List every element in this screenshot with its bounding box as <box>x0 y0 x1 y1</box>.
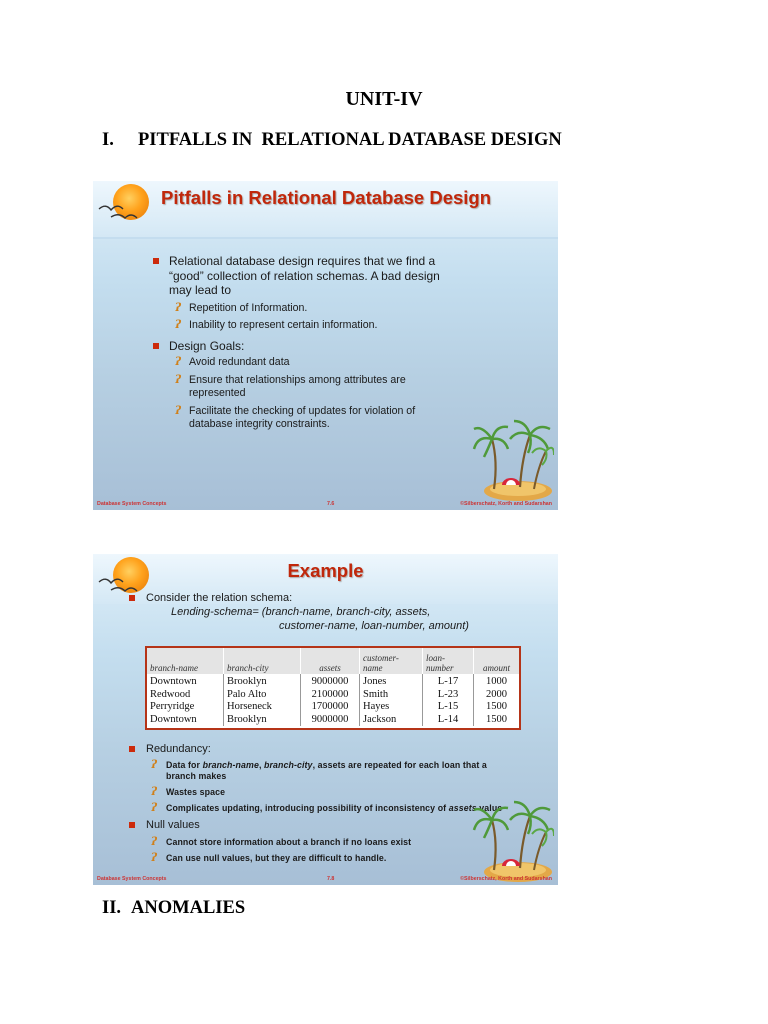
slide-title: Example <box>287 560 364 581</box>
table-cell: Brooklyn <box>224 674 301 689</box>
column-header: branch-city <box>224 648 301 674</box>
table-row <box>147 674 519 689</box>
sub-bullet: Repetition of Information. <box>189 302 308 314</box>
swirl-bullet-icon: ʔ <box>151 801 158 814</box>
swirl-bullet-icon: ʔ <box>175 301 182 314</box>
sub-bullet: Ensure that relationships among attributes are <box>189 374 406 386</box>
table-cell: Palo Alto <box>224 689 301 702</box>
table-row <box>147 689 519 702</box>
table-cell: 2000 <box>474 689 520 702</box>
swirl-bullet-icon: ʔ <box>151 758 158 771</box>
section-title: ANOMALIES <box>131 898 246 918</box>
table-cell: Hayes <box>360 701 423 714</box>
table-cell: 9000000 <box>301 714 360 727</box>
bullet-line: Relational database design requires that we find a <box>169 254 436 268</box>
sub-bullet-cont: branch makes <box>166 771 227 781</box>
section-heading-anomalies <box>102 898 245 919</box>
swirl-bullet-icon: ʔ <box>151 851 158 864</box>
sub-bullet: Can use null values, but they are difficult to handle. <box>166 853 387 863</box>
table-cell: L-14 <box>423 714 474 727</box>
table-header-row <box>147 648 519 674</box>
swirl-bullet-icon: ʔ <box>175 355 182 368</box>
section-number: I. <box>102 130 114 150</box>
table-cell: Redwood <box>150 688 191 700</box>
section-number: II. <box>102 898 122 918</box>
table-cell: Jackson <box>360 714 423 727</box>
sub-bullet-cont: represented <box>189 387 246 399</box>
table-cell: Jones <box>360 674 423 689</box>
column-header: branch-name <box>147 648 224 674</box>
bullet-square-icon <box>129 595 135 601</box>
swirl-bullet-icon: ʔ <box>151 785 158 798</box>
bullet-line: Null values <box>146 819 200 831</box>
section-heading-pitfalls <box>102 130 562 151</box>
table-cell: L-15 <box>423 701 474 714</box>
sub-bullet: Inability to represent certain information. <box>189 319 378 331</box>
table-cell: 9000000 <box>301 674 360 689</box>
table-cell: 1500 <box>474 714 520 727</box>
table-cell: 2100000 <box>301 689 360 702</box>
schema-line: Lending-schema= (branch-name, branch-city, assets, <box>171 606 431 618</box>
column-header: amount <box>474 648 520 674</box>
bullet-line: may lead to <box>169 283 232 297</box>
bullet-square-icon <box>153 343 159 349</box>
table-cell: Perryridge <box>150 701 195 712</box>
palm-island-icon <box>472 800 554 884</box>
slide-footer-right: ©Silberschatz, Korth and Sudarshan <box>460 876 552 882</box>
bullet-line: Consider the relation schema: <box>146 592 293 604</box>
swirl-bullet-icon: ʔ <box>175 404 182 417</box>
sub-bullet: Data for branch-name, branch-city, assets are repeated for each loan that a <box>166 760 487 770</box>
sub-bullet: Wastes space <box>166 787 226 797</box>
sub-bullet: Cannot store information about a branch if no loans exist <box>166 837 412 847</box>
bullet-square-icon <box>129 822 135 828</box>
column-header: loan- number <box>423 648 474 674</box>
swirl-bullet-icon: ʔ <box>175 318 182 331</box>
slide-footer-left: Database System Concepts <box>97 501 167 507</box>
column-header: customer- name <box>360 648 423 674</box>
title-divider <box>93 237 558 239</box>
schema-line: customer-name, loan-number, amount) <box>279 620 469 632</box>
table-cell: 1000 <box>474 674 520 689</box>
table-cell: Smith <box>360 689 423 702</box>
slide-title: Pitfalls in Relational Database Design <box>161 187 492 208</box>
unit-title: UNIT-IV <box>345 88 423 110</box>
slide-page-number: 7.6 <box>327 501 335 507</box>
swirl-bullet-icon: ʔ <box>151 835 158 848</box>
table-cell: 1700000 <box>301 701 360 714</box>
bullet-line: “good” collection of relation schemas. A bad design <box>169 269 440 283</box>
table-row <box>147 714 519 727</box>
lending-table <box>145 646 521 730</box>
slide-footer-left: Database System Concepts <box>97 876 167 882</box>
section-title: PITFALLS IN RELATIONAL DATABASE DESIGN <box>138 130 562 150</box>
table-cell: Downtown <box>150 713 197 725</box>
sun-with-birds-icon <box>97 183 157 227</box>
table-cell: Horseneck <box>224 701 301 714</box>
sub-bullet-cont: database integrity constraints. <box>189 418 330 430</box>
swirl-bullet-icon: ʔ <box>175 373 182 386</box>
column-header: assets <box>301 648 360 674</box>
sub-bullet: Complicates updating, introducing possibility of inconsistency of assets value <box>166 803 503 813</box>
sub-bullet: Avoid redundant data <box>189 356 290 368</box>
slide-example <box>93 554 558 885</box>
sub-bullet: Facilitate the checking of updates for violation of <box>189 405 416 417</box>
bullet-square-icon <box>129 746 135 752</box>
slide-footer-right: ©Silberschatz, Korth and Sudarshan <box>460 501 552 507</box>
slide-pitfalls <box>93 181 558 510</box>
bullet-line: Redundancy: <box>146 743 211 755</box>
table-cell: Downtown <box>150 676 197 687</box>
table-cell: L-17 <box>423 674 474 689</box>
slide-page-number: 7.8 <box>327 876 335 882</box>
table-cell: 1500 <box>474 701 520 714</box>
bullet-square-icon <box>153 258 159 264</box>
bullet-line: Design Goals: <box>169 339 245 353</box>
palm-island-icon <box>472 419 554 503</box>
table-cell: Brooklyn <box>224 714 301 727</box>
table-row <box>147 701 519 714</box>
table-cell: L-23 <box>423 689 474 702</box>
